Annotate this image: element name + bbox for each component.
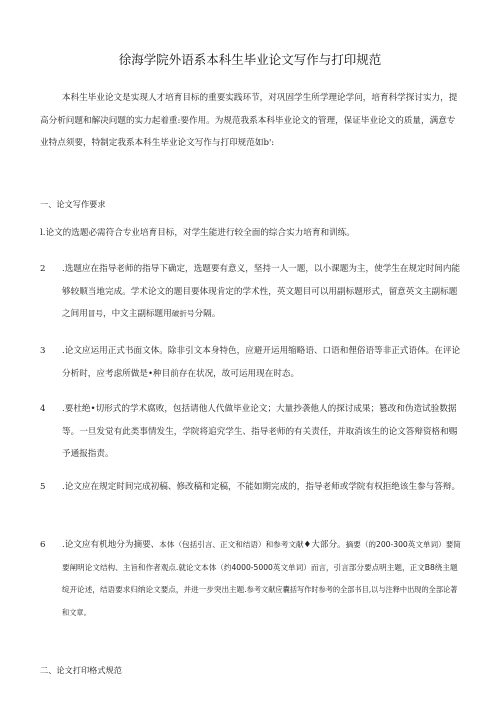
list-item-4-text: .要杜绝•切形式的学术腐败，包括请他人代做毕业论文；大量抄袭他人的探讨成果；篡改和伪造试验数据等。一旦发觉有此类事情发生，学院将追究学生、指导老师的有关责任，并取消该生的论文答辩资格和赐予通报指责。 — [62, 404, 458, 459]
intro-paragraph: 本科生毕业论文是实现人才培育目标的重要实践环节，对巩固学生所学理论学问，培育科学探讨实力，提高分析问题和解决问题的实力起着重:要作用。为规范我系本科毕业论文的管理，保证毕业论文的质量，满意专业特点须要，特制定我系本科生毕业论文写作与打印规范如b': — [40, 93, 458, 148]
list-item-5 — [40, 476, 462, 499]
list-item-3-text: .论文应运用正式书面文体。除非引文本身特色，应避开运用缩略语、口语和俚俗语等非正式语体。在评论分析时，应考虑所做是•种目前存在状况，故可运用现在时态。 — [62, 346, 461, 379]
list-item-2-text-e: 分隔。 — [194, 309, 221, 319]
list-item-5-number: 5 — [40, 482, 46, 492]
list-item-6 — [40, 534, 462, 624]
list-item-1 — [40, 222, 462, 245]
list-item-2-text — [62, 258, 462, 326]
list-item-3-number: 3 — [40, 346, 46, 356]
section-heading-writing-requirements: 一、论文写作要求 — [40, 199, 106, 209]
list-item-2-number: 2 — [40, 264, 46, 274]
list-item-3 — [40, 340, 462, 385]
list-item-6-text-a: .论文应有机地分为摘要、 — [62, 540, 160, 550]
section-heading-print-format: 二、论文打印格式规范 — [40, 665, 122, 675]
list-item-2-text-c: ，中文主副标题用 — [102, 309, 172, 319]
list-item-2-text-a: .选题应在指导老师的指导下确定，选题要有意义，坚持一人一题，以小课题为主，使学生在规定时间内能够较顺当地完成。学术论文的题目要体现肯定的学术性，英文题目可以用副标题形式，留意英文主副标题之间用 — [62, 264, 461, 319]
list-item-4-number: 4 — [40, 404, 46, 414]
list-item-1-text: l.论文的选题必需符合专业培育目标，对学生能进行较全面的综合实力培育和训练。 — [40, 228, 355, 238]
list-item-2-text-b: 冒号 — [87, 309, 103, 318]
list-item-6-number: 6 — [40, 540, 46, 550]
list-item-6-text — [62, 534, 462, 624]
page-title: 徐海学院外语系本科生毕业论文写作与打印规范 — [118, 52, 382, 67]
list-item-6-text-b: 本体（包括引言、正文和结语）和参考文献 — [159, 540, 304, 549]
list-item-6-text-e: 参考文献应囊括写作时参考的全部书目,以与注释中出现的全部论著和文章。 — [62, 585, 458, 617]
list-item-6-text-d: 摘要（的200-300英文单词）要简要阐明论文结构、主旨和作者观点.就论文本体（约4000-5000英文单词）而言，引言部分要点明主题，正文B8绕主题绽开论述，结语要求归纳论文要点，并进一步突出主题. — [62, 540, 461, 594]
list-item-2 — [40, 258, 462, 326]
list-item-5-text: .论文应在规定时间完成初稿、修改稿和定稿，不能如期完成的，指导老师或学院有权拒绝该生参与答辩。 — [62, 482, 461, 492]
list-item-4 — [40, 398, 462, 466]
list-item-2-text-d: 破折号 — [171, 309, 195, 318]
list-item-6-text-c: ♦大部分。 — [303, 540, 346, 550]
